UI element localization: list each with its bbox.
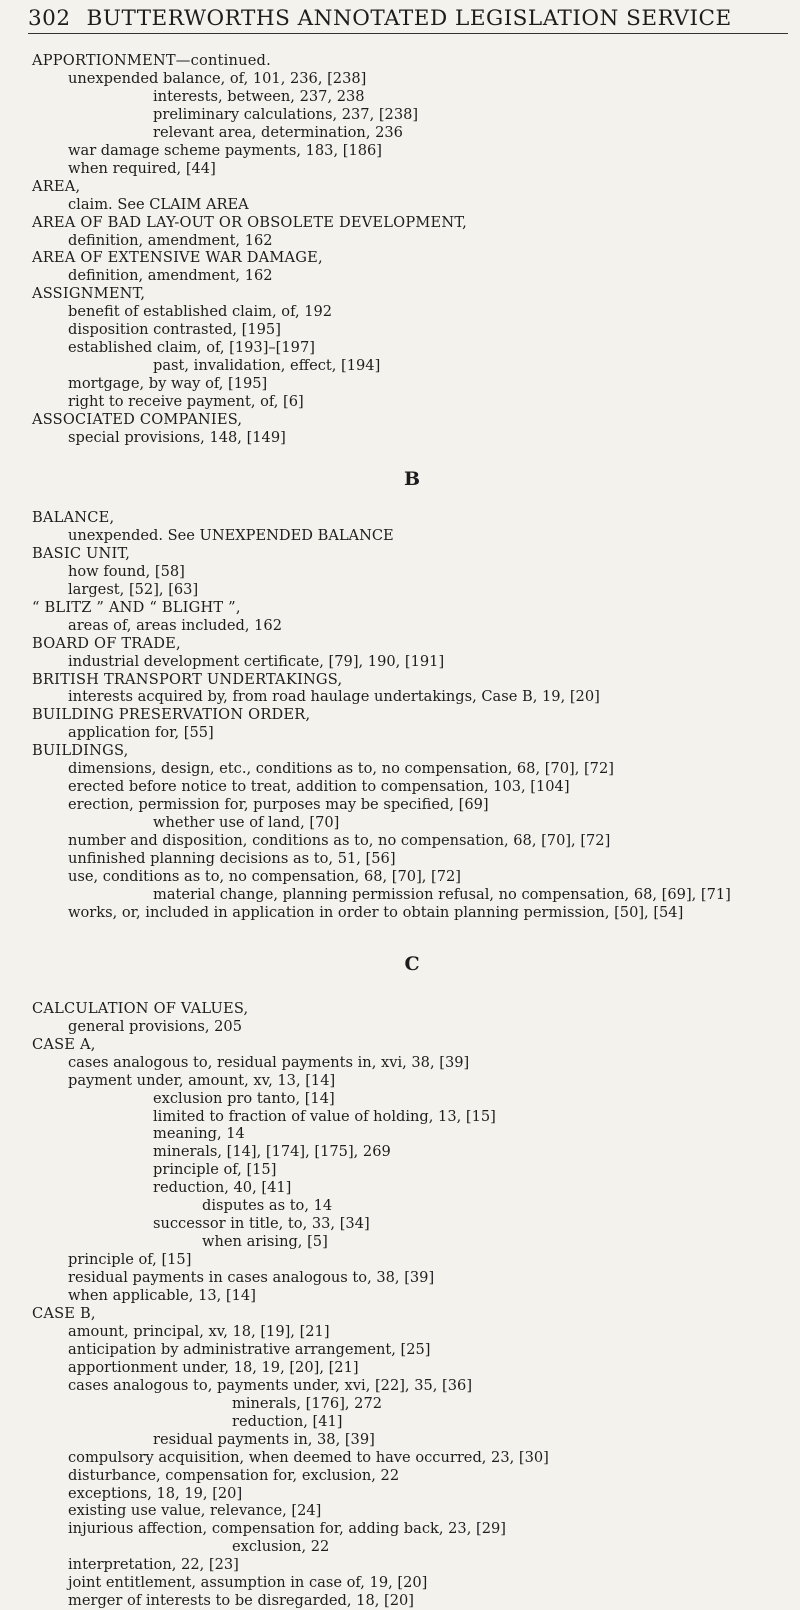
index-entry: disputes as to, 14 [202,1197,333,1215]
index-entry: minerals, [14], [174], [175], 269 [153,1143,391,1161]
index-heading: BASIC UNIT, [32,544,131,562]
index-heading: AREA, [32,177,81,195]
publication-title: BUTTERWORTHS ANNOTATED LEGISLATION SERVICE [86,6,732,31]
index-entry: interpretation, 22, [23] [68,1556,239,1574]
index-entry: definition, amendment, 162 [68,267,273,285]
index-entry: unexpended. See UNEXPENDED BALANCE [68,526,394,544]
index-entry: limited to fraction of value of holding, 13, [15] [153,1107,496,1125]
index-entry: joint entitlement, assumption in case of, 19, [20] [68,1574,428,1592]
index-entry: dimensions, design, etc., conditions as to, no compensation, 68, [70], [72] [68,760,614,778]
page-number: 302 [28,6,71,31]
index-entry: works, or, included in application in order to obtain planning permission, [50], [54] [68,903,684,921]
index-entry: erected before notice to treat, addition to compensation, 103, [104] [68,778,570,796]
index-heading: APPORTIONMENT—continued. [32,52,271,69]
index-heading: CASE B, [32,1305,96,1322]
index-entry: exclusion, 22 [232,1538,330,1556]
index-entry: areas of, areas included, 162 [68,616,282,634]
index-entry: residual payments in, 38, [39] [153,1430,375,1448]
index-entry: relevant area, determination, 236 [153,123,403,141]
index-entry: minerals, [176], 272 [232,1394,383,1412]
index-entry: use, conditions as to, no compensation, 68, [70], [72] [68,867,461,885]
index-entry: how found, [58] [68,562,185,580]
index-entry: injurious affection, compensation for, adding back, 23, [29] [68,1520,506,1538]
index-heading: CASE A, [32,1035,96,1053]
index-entry: meaning, 14 [153,1125,245,1143]
index-entry: unfinished planning decisions as to, 51, [56] [68,850,396,868]
index-heading: CALCULATION OF VALUES, [32,999,249,1017]
index-entry: reduction, [41] [232,1412,343,1430]
index-entry: claim. See CLAIM AREA [68,195,249,213]
index-entry: unexpended balance, of, 101, 236, [238] [68,69,367,87]
index-entry: general provisions, 205 [68,1017,242,1035]
index-heading: BRITISH TRANSPORT UNDERTAKINGS, [32,670,343,688]
index-entry: interests, between, 237, 238 [153,87,365,105]
index-entry: industrial development certificate, [79], 190, [191] [68,652,445,670]
index-entry: apportionment under, 18, 19, [20], [21] [68,1358,359,1376]
index-heading: BUILDINGS, [32,742,129,760]
section-letter: B [403,467,421,490]
section-letter: C [404,952,420,975]
index-heading: AREA OF EXTENSIVE WAR DAMAGE, [32,249,323,267]
index-entry: whether use of land, [70] [153,814,340,832]
index-entry: preliminary calculations, 237, [238] [153,105,419,123]
index-entry: cases analogous to, payments under, xvi, [22], 35, [36] [68,1376,473,1394]
index-entry: interests acquired by, from road haulage undertakings, Case B, 19, [20] [68,688,600,706]
index-entry: payment under, amount, xv, 13, [14] [68,1071,336,1089]
index-entry: compulsory acquisition, when deemed to have occurred, 23, [30] [68,1448,549,1466]
index-entry: application for, [55] [68,724,214,742]
index-entry: residual payments in cases analogous to, 38, [39] [68,1269,435,1287]
index-entry: mortgage, by way of, [195] [68,375,268,393]
index-body [32,52,792,1610]
index-entry: definition, amendment, 162 [68,231,273,249]
index-entry: anticipation by administrative arrangement, [25] [68,1340,431,1358]
index-entry: benefit of established claim, of, 192 [68,303,333,321]
index-entry: right to receive payment, of, [6] [68,393,304,411]
index-heading: “ BLITZ ” AND “ BLIGHT ”, [32,598,241,616]
index-entry: existing use value, relevance, [24] [68,1502,322,1520]
index-entry: reduction, 40, [41] [153,1179,292,1197]
index-entry: amount, principal, xv, 18, [19], [21] [68,1322,330,1340]
index-entry: merger of interests to be disregarded, 18, [20] [68,1592,414,1610]
index-entry: exceptions, 18, 19, [20] [68,1484,243,1502]
index-entry: when arising, [5] [202,1233,328,1251]
index-heading: ASSOCIATED COMPANIES, [32,411,243,429]
index-heading: ASSIGNMENT, [32,285,146,303]
index-entry: established claim, of, [193]–[197] [68,339,315,357]
index-entry: disposition contrasted, [195] [68,321,281,339]
index-entry: cases analogous to, residual payments in, xvi, 38, [39] [68,1053,470,1071]
index-entry: principle of, [15] [153,1161,277,1179]
index-entry: largest, [52], [63] [68,580,199,598]
index-entry: disturbance, compensation for, exclusion, 22 [68,1466,400,1484]
index-entry: erection, permission for, purposes may be specified, [69] [68,796,489,814]
index-entry: when required, [44] [68,159,216,177]
index-heading: BALANCE, [32,508,115,526]
index-entry: war damage scheme payments, 183, [186] [68,141,382,159]
index-heading: AREA OF BAD LAY-OUT OR OBSOLETE DEVELOPMENT, [32,213,467,231]
index-heading: BOARD OF TRADE, [32,634,181,652]
running-header [28,6,788,34]
index-heading: BUILDING PRESERVATION ORDER, [32,706,311,724]
index-entry: successor in title, to, 33, [34] [153,1215,370,1233]
index-entry: principle of, [15] [68,1251,192,1269]
index-entry: exclusion pro tanto, [14] [153,1089,335,1107]
index-entry: number and disposition, conditions as to, no compensation, 68, [70], [72] [68,832,611,850]
index-entry: material change, planning permission refusal, no compensation, 68, [69], [71] [153,885,731,903]
index-entry: special provisions, 148, [149] [68,429,286,447]
index-entry: when applicable, 13, [14] [68,1287,256,1305]
index-entry: past, invalidation, effect, [194] [153,357,381,375]
